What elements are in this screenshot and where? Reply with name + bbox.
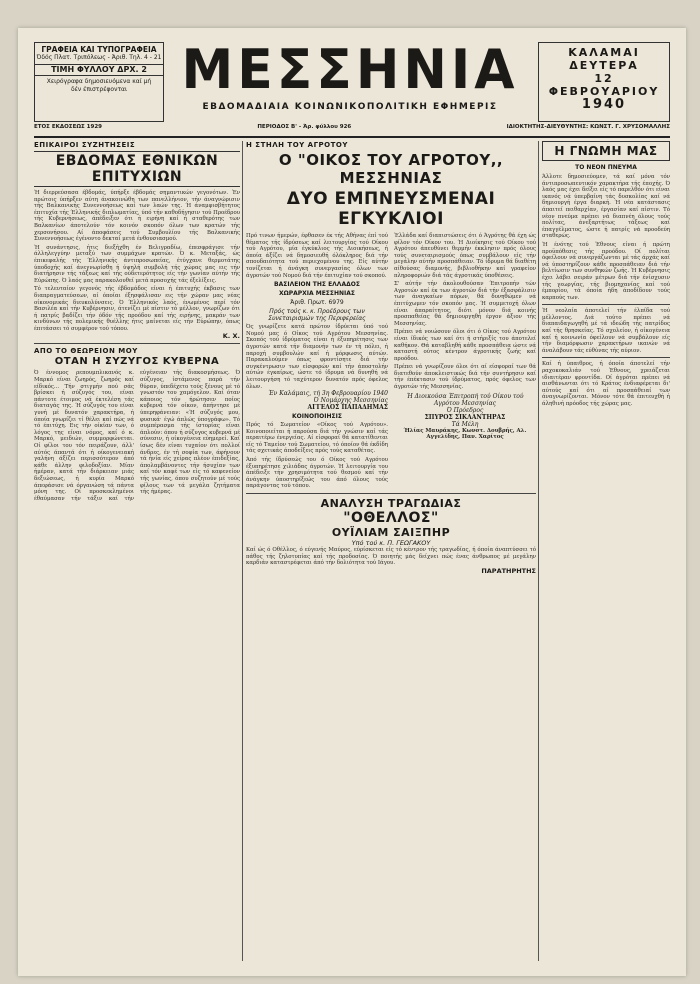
newspaper-subtitle: ΕΒΔΟΜΑΔΙΑΙΑ ΚΟΙΝΩΝΙΚΟΠΟΛΙΤΙΚΗ ΕΦΗΜΕΡΙΣ	[202, 102, 498, 112]
signature-title: Τά Μέλη	[451, 420, 479, 428]
article-paragraph: Τό τελευταίον γεγονός τής έβδομάδος είναι ή έπιτυχής έκβασις των διαπραγματεύσεων, αί όποίαι έξησφάλισαν εις τήν χώραν μας νέας οίκονομικάς διευκολύνσεις. Ό Έλληνικός λαός, ένωμένος περί τόν Βασιλέα καί τήν Κυβέρνησιν, άτενίζει μέ πίστιν τό μέλλον, γνωρίζων ότι ή πατρίς βαδίζει τήν όδόν τής προόδου καί τής ειρήνης, μακράν των κινδύνων τής πολεμικής θυέλλης ήτις μαίνεται είς τήν Εύρώπην, όπως έπιτάσσει τό συμφέρον τού τόπου.	[34, 286, 240, 332]
signature-name: ΑΓΓΕΛΟΣ ΠΑΠΑΔΗΜΑΣ	[307, 404, 388, 412]
left-column	[34, 141, 240, 502]
address-line: Όδός Πλατ. Τριπόλεως - Άριθ. Τηλ. 4 - 21	[36, 54, 162, 61]
issue-number: ΠΕΡΙΟΔΟΣ Β' - Άρ. φύλλου 926	[257, 124, 352, 130]
signature-name: ΣΠΥΡΟΣ ΣΙΚΛΑΝΤΗΡΑΣ	[424, 413, 506, 421]
notification-header: ΚΟΙΝΟΠΟΙΗΣΙΣ	[292, 413, 342, 421]
article-headline: ΔΥΟ ΕΜΠΝΕΥΣΜΕΝΑΙ ΕΓΚΥΚΛΙΟΙ	[286, 189, 496, 229]
members-list: Ήλίας Μαυράκης, Κωνστ. Δουβρής, Αλ. Αγγελίδης, Παν. Χαρίτος	[403, 427, 527, 441]
column-divider	[242, 141, 243, 961]
article-paragraph: Ή νεολαία άποτελεί τήν έλπίδα τού μέλλοντος. Διά τούτο πρέπει νά διαπαιδαγωγηθή μέ τά ιδεώδη τής πατρίδος καί τής θρησκείας. Τό σχολείον, ή οίκογένεια καί ή κοινωνία όφείλουν νά συμβάλουν είς τήν διαμόρφωσιν χαρακτήρων ικανών νά άναλάβουν τάς εύθύνας τής αύριον.	[542, 308, 670, 354]
article-paragraph: Ός γνωρίζετε κατά πρώτον ίδρύεται ύπό τού Νομού μας ό Οίκος τού Αγρότου Μεσσηνίας. Σκοπός τού ίδρύματος είναι ή έξυπηρέτησις των άγροτών κατά τήν διαμονήν των έν τή πόλει, ή παροχή συμβουλών καί ή μόρφωσις αύτών. Παρακαλούμεν όπως φροντίσητε διά τήν συγκέντρωσιν των είσφορών καί τήν άποστολήν αύτών έγκαίρως, ώστε τό ίδρυμα νά δυνηθή νά λειτουργήση τό ταχύτερον δυνατόν πρός όφελος όλων.	[246, 324, 388, 390]
article-paragraph: Πρός τό Σωματείον «Οίκος τού Αγρότου». Κοινοποιείται ή παρούσα διά τήν γνώσιν καί τάς περαιτέρω ένεργείας. Αί είσφοραί θά κατατίθενται είς τό Ταμείον τού Σωματείου, τό όποίον θά έκδίδη τάς σχετικάς άποδείξεις πρός τούς καταθέτας.	[246, 422, 388, 455]
committee-signature: Ή Διοικούσα Έπιτροπή τού Οίκου τού Αγρότου Μεσσηνίας	[406, 392, 524, 407]
article-paragraph: Άπό τής ίδρύσεώς του ό Οίκος τού Αγρότου έξυπηρέτησε χιλιάδας άγροτών. Ή λειτουργία του άπέδειξε τήν χρησιμότητα τού θεσμού καί τήν άνάγκην ύποστηρίξεώς του άπό όλους τούς παράγοντας τού τόπου.	[246, 457, 388, 490]
article-subcolumn	[246, 233, 388, 490]
article-headline: Ο "ΟΙΚΟΣ ΤΟΥ ΑΓΡΟΤΟΥ,, ΜΕΣΣΗΝΙΑΣ	[278, 151, 504, 187]
newspaper-page	[18, 28, 686, 976]
founding-year: ΕΤΟΣ ΕΚΔΟΣΕΩΣ 1929	[34, 124, 102, 130]
circular-header: ΧΩΡΑΡΧΙΑ ΜΕΣΣΗΝΙΑΣ	[278, 290, 356, 298]
section-divider	[246, 493, 536, 494]
article-paragraph: Έλλάδα καί διαπιστώσεις ότι ό Άγρότης θά έχη ώς φίλον τόν Οίκον του. Ή Διοίκησις τού Οίκου τού Αγρότου άπευθύνει θερμήν έκκλησιν πρός όλους τούς συνεταιρισμούς όπως συμβάλουν είς τήν μεγάλην αύτήν προσπάθειαν. Τό ίδρυμα θά διαθέτη αίθούσας διαμονής, βιβλιοθήκην καί γραφείον πληροφοριών διά τάς άγροτικάς ύποθέσεις.	[394, 233, 536, 279]
editorial-box	[542, 141, 670, 161]
article-kicker: ΕΠΙΚΑΙΡΟΙ ΣΥΖΗΤΗΣΕΙΣ	[34, 141, 136, 149]
article-headline: ΕΒΔΟΜΑΣ ΕΘΝΙΚΩΝ ΕΠΙΤΥΧΙΩΝ	[34, 151, 240, 187]
editorial-subheadline: ΤΟ ΝΕΟΝ ΠΝΕΥΜΑ	[575, 164, 637, 171]
manuscripts-line-2: δέν έπιστρέφονται	[70, 86, 128, 93]
weekday: ΔΕΥΤΕΡΑ	[569, 59, 639, 72]
article-headline: "ΟΘΕΛΛΟΣ"	[343, 510, 439, 527]
issue-price: ΤΙΜΗ ΦΥΛΛΟΥ ΔΡΧ. 2	[35, 64, 163, 76]
article-paragraph: Καί ώς ό Οθέλλος, ό εύγενής Μαύρος, εύρίσκεται είς τό κέντρον τής τραγωδίας, ή όποία άναπτύσσει τό πάθος τής ζηλοτυπίας καί τής προδοσίας. Ό ποιητής μάς δείχνει πώς ένας άνθρωπος μέ μεγάλην καρδιάν καταστρέφεται άπό τήν δολιότητα τού Ιάγου.	[246, 547, 536, 567]
article-paragraph: Τό συμπέρασμα τής ίστορίας είναι άπλούν: όπου ή σύζυγος κυβερνά μέ σύνεσιν, ή οίκογένεια εύημερεί. Καί ίσως δέν είναι τυχαίον ότι πολλοί άνδρες, έν τή σοφία των, άφήνουν τά ήνία είς χείρας πλέον έπιδεξίας, άπολαμβάνοντες τήν ήσυχίαν των καί τόν καφέ των είς τό καφενείον τής γωνίας, όπου συζητούν μέ τούς φίλους των τά μεγάλα ζητήματα τής ήμέρας.	[140, 416, 240, 496]
year: 1940	[581, 97, 627, 112]
article-paragraph: Πρό τινων ήμερών, έφθασεν έκ τής Αθήνας έπί τού θέματος τής ίδρύσεως καί λειτουργίας τού Οίκου τού Αγρότου, μία έγκύκλιος τής Διοικήσεως, ή όποία άξίζει νά δημοσιευθή όλόκληρος διά τήν σπουδαιότητα τού περιεχομένου της. Είς αύτήν τονίζεται ή άνάγκη συνεργασίας όλων των άγροτών τού Νομού διά τήν έπιτυχίαν τού σκοπού.	[246, 233, 388, 279]
section-divider	[542, 357, 670, 358]
masthead-info-line	[34, 124, 670, 130]
owner-director: ΙΔΙΟΚΤΗΤΗΣ-ΔΙΕΥΘΥΝΤΗΣ: ΚΩΝΣΤ. Γ. ΧΡΥΣΟΜΑΛΛΗΣ	[506, 124, 670, 130]
article-byline: Υπό τού κ. Π. ΓΕΩΓΑΚΟΥ	[351, 539, 431, 548]
offices-label: ΓΡΑΦΕΙΑ ΚΑΙ ΤΥΠΟΓΡΑΦΕΙΑ	[41, 45, 157, 54]
article-paragraph: Ό έννομος ρεπουμπλικανός κ. Μαρκό είναι ζωηρός, ζωηρός καί είδικός... Τήν στιγμήν πού σάς βρίσκει ή σύζυγός του, είναι πάντοτε έτοιμος νά έκτελέση τάς διαταγάς της. Ή σύζυγός του είναι γυνή μέ δυνατόν χαρακτήρα, ή όποία γνωρίζει τί θέλει καί πώς νά τό έπιτύχη. Εις τήν οίκίαν των, ό λόγος της είναι νόμος, καί ό κ. Μαρκό, μειδιών, συμμορφώνεται. Οί φίλοι του τόν πειράζουν, άλλ' αύτός άπαντά ότι ή οίκογενειακή γαλήνη άξίζει περισσότερον άπό κάθε άλλην φιλοδοξίαν.	[34, 370, 134, 469]
masthead-info-box	[34, 42, 164, 122]
article-kicker: ΑΝΑΛΥΣΗ ΤΡΑΓΩΔΙΑΣ	[320, 497, 462, 511]
signature-title: Ό Πρόεδρος	[446, 406, 484, 414]
article-paragraph: Ή ένότης τού Έθνους είναι ή πρώτη προϋπόθεσις τής προόδου. Οί πολίται όφείλουν νά συνεργάζωνται μέ τάς άρχάς καί νά ύποστηρίζουν κάθε προσπάθειαν διά τήν βελτίωσιν των συνθηκών ζωής. Ή Κυβέρνησις έχει λάβει σειράν μέτρων διά τήν ένίσχυσιν τής γεωργίας, τής βιομηχανίας καί τού έμπορίου, τά όποία ήδη άποδίδουν τούς καρπούς των.	[542, 241, 670, 301]
column-divider	[538, 141, 539, 961]
article-headline: ΟΤΑΝ Η ΣΥΖΥΓΟΣ ΚΥΒΕΡΝΑ	[54, 356, 220, 368]
article-paragraph: Ή συνάντησις, ήτις διεξήχθη έν Βελιγραδίω, έπεσφράγισε τήν άλληλεγγύην μεταξύ των συμμάχων κρατών. Ό κ. Μεταξάς, ώς έπικεφαλής τής Έλληνικής άντιπροσωπείας, έτύγχανε θερμοτάτης ύποδοχής καί άνεγνωρίσθη ή ύψηλή συμβολή τής χώρας μας εις τήν διατήρησιν τής τάξεως καί τής ούδετερότητος είς τήν γωνίαν αύτήν τής Εύρώπης. Ό λαός μας παρακολουθεί μετά προσοχής τάς έξελίξεις.	[34, 244, 240, 284]
manuscripts-line: Χειρόγραφα δημοσιευόμενα καί μή	[46, 78, 152, 85]
right-column	[542, 141, 670, 408]
circular-recipients: Πρός τούς κ. κ. Προέδρους των Συνεταιρισμών της Περιφερείας	[268, 308, 366, 323]
section-divider	[542, 304, 670, 305]
article-subheadline: ΟΥΪΛΙΑΜ ΣΑΙΞΠΗΡ	[331, 526, 451, 540]
article-kicker: Η ΣΤΗΛΗ ΤΟΥ ΑΓΡΟΤΟΥ	[246, 141, 348, 149]
newspaper-title: ΜΕΣΣΗΝΙΑ	[181, 38, 519, 102]
city: ΚΑΛΑΜΑΙ	[568, 46, 640, 59]
article-kicker: ΑΠΟ ΤΟ ΘΕΩΡΕΙΟΝ ΜΟΥ	[34, 347, 138, 356]
article-paragraph: Μίαν ήμέραν, κατά τήν διάρκειαν μιάς δεξιώσεως, ή κυρία Μαρκό άπεφάσισε νά όργανώση τά πάντα μόνη της. Οί προσκεκλημένοι έθαύμασαν τήν τάξιν καί τήν εύγένειαν τής διακοσμήσεως. Ό σύζυγος, ίστάμενος παρά τήν θύραν, ύπεδέχετο τούς ξένους μέ τό γνωστόν του χαμόγελον. Καί όταν κάποιος τόν ήρώτησεν ποίος κυβερνά τόν οίκον, άπήντησε μέ ύπερηφάνειαν: «Ή σύζυγός μου, φυσικά· έγώ άπλώς ύπογράφω».	[34, 370, 240, 502]
article-paragraph: Πρέπει νά γνωρίζουν όλοι ότι αί είσφοραί των θά διατεθούν άποκλειστικώς διά τήν συντήρησιν καί τήν έπέκτασιν τού ίδρύματος, πρός όφελος των άγροτών τής Μεσσηνίας.	[394, 364, 536, 391]
article-paragraph: Ή διερρεύσασα έβδομάς, ύπήρξε έβδομάς σημαντικών γεγονότων. Έν πρώτοις ύπήρξεν αύτη άνακοινώθη των πανελλήνιον, τήν άναγνώρισιν τής Βαλκανικής Συνεννοήσεως καί των λαών της. Ή άναμφισβήτητος έπιτυχία τής Έλληνικής διπλωματίας, ύπό τήν καθοδήγησιν τού Προέδρου τής Κυβερνήσεως, άπέδειξεν ότι ή ειρήνη καί ή σταθερότης των Βαλκανίων άποτελούν τόν κοινόν σκοπόν όλων των κρατών τής χερσονήσου. Αί άποφάσεις τού Συμβουλίου τής Βαλκανικής Συνεννοήσεως έγένοντο δεκταί μετά ένθουσιασμού.	[34, 190, 240, 243]
signature-title: Ό Νομάρχης Μεσσηνίας	[313, 397, 388, 405]
article-signature: ΠΑΡΑΤΗΡΗΤΗΣ	[481, 566, 536, 575]
article-paragraph: Καί ή ύπαιθρος, ή όποία άποτελεί τήν ραχοκοκαλιάν τού Έθνους, χρειάζεται ιδιαιτέραν φροντίδα. Οί άγρόται πρέπει νά αισθάνωνται ότι τό Κράτος ένδιαφέρεται δι' αύτούς καί ότι αί προσπάθειαί των άναγνωρίζονται. Μόνον τότε θά έπιτευχθή ή άληθινή πρόοδος τής χώρας μας.	[542, 361, 670, 407]
article-body	[34, 370, 240, 502]
circular-header: ΒΑΣΙΛΕΙΟΝ ΤΗΣ ΕΛΛΑΔΟΣ	[274, 281, 360, 289]
date-box	[538, 42, 670, 122]
article-paragraph: Πρέπει νά νοιώσουν όλοι ότι ό Οίκος τού Αγρότου είναι ίδικός των καί ότι ή στήριξίς του άποτελεί καθήκον. Θά καταβληθή κάθε προσπάθεια ώστε νά καταστή ούτος κέντρον άγροτικής ζωής καί προόδου.	[394, 329, 536, 362]
day-number: 12	[594, 72, 614, 85]
article-subcolumn	[394, 233, 536, 490]
month: ΦΕΒΡΟΥΑΡΙΟΥ	[548, 85, 660, 98]
section-divider	[34, 343, 240, 344]
center-column	[246, 141, 536, 575]
article-paragraph: Άλλοτε δημοσιεύομεν, τά καί μόνα τόν άντιπροσωπευτικόν χαρακτήρα τής έποχής. Ό λαός μας έχει δείξει είς τό παρελθόν ότι είναι ικανός νά ύπερβαίνη τάς δυσκολίας καί νά δημιουργή έργα διαρκή. Ή νέα κατάστασις άπαιτεί πειθαρχίαν, έργασίαν καί πίστιν. Τό νέον πνεύμα πρέπει νά διαπνέη όλους τούς πολίτας, άνεξαρτήτως τάξεως καί έπαγγέλματος, ώστε ή πατρίς νά προοδεύη σταθερώς.	[542, 174, 670, 240]
article-columns	[246, 233, 536, 490]
circular-number: Άριθ. Πρωτ. 6979	[290, 299, 344, 307]
editorial-headline: Η ΓΝΩΜΗ ΜΑΣ	[554, 144, 658, 158]
signature-date: Έν Καλάμαις, τή 3η Φεβρουαρίου 1940	[268, 390, 388, 398]
article-byline: Κ. Χ.	[222, 332, 240, 341]
article-paragraph: Σ' αύτήν τήν άκολουθούσαν Έπιτροπήν τών Αγροτών καί έκ των άγροτών διά τήν έξασφάλισιν των άναγκαίων πόρων, θά δυνηθώμεν νά έπιτύχωμεν τόν σκοπόν μας. Ή συμμετοχή όλων είναι άπαραίτητος, διότι μόνον διά κοινής προσπαθείας θά δημιουργηθή έργον άξιον τής Μεσσηνίας.	[394, 281, 536, 327]
